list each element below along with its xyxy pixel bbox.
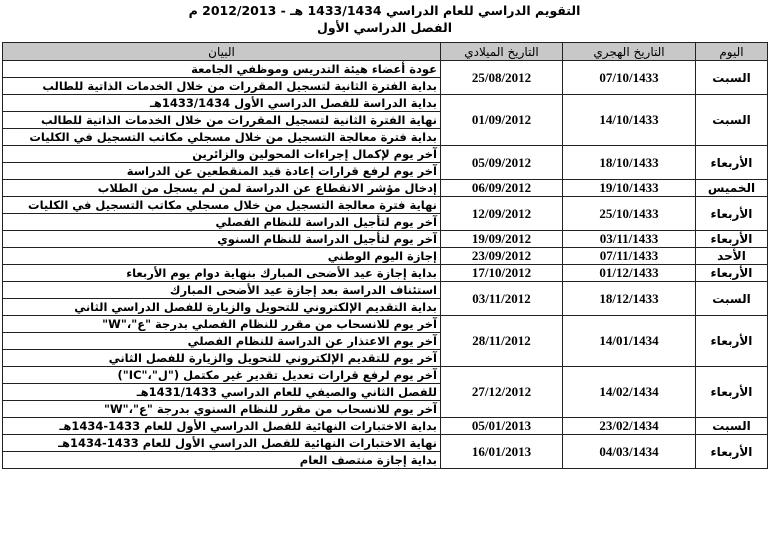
hijri-date-cell: 01/12/1433 <box>563 265 696 282</box>
table-body <box>3 61 768 469</box>
day-cell: الأربعاء <box>696 231 768 248</box>
table-row <box>3 95 768 146</box>
day-cell: السبت <box>696 61 768 95</box>
description-line: آخر يوم للانسحاب من مقرر للنظام الفصلي بدرجة "ع"،"W" <box>102 317 437 331</box>
description-line: نهاية الفترة الثانية لتسجيل المقررات من خلال الخدمات الذاتية للطالب <box>3 111 440 128</box>
description-cell <box>3 367 441 418</box>
description-cell <box>3 248 441 265</box>
header-description: البيان <box>3 43 441 61</box>
gregorian-date-cell: 05/09/2012 <box>441 146 563 180</box>
academic-calendar-table <box>2 42 768 469</box>
description-line: إدخال مؤشر الانقطاع عن الدراسة لمن لم يسجل من الطلاب <box>97 181 437 195</box>
table-row <box>3 265 768 282</box>
table-row <box>3 316 768 367</box>
description-line: استئناف الدراسة بعد إجازة عيد الأضحى المبارك <box>169 283 437 297</box>
gregorian-date-cell: 01/09/2012 <box>441 95 563 146</box>
day-cell: السبت <box>696 282 768 316</box>
table-header-row <box>3 43 768 61</box>
header-hijri-date: التاريخ الهجري <box>563 43 696 61</box>
description-line: بداية فترة معالجة التسجيل من خلال مسجلي مكاتب التسجيل في الكليات <box>3 128 440 145</box>
gregorian-date-cell: 28/11/2012 <box>441 316 563 367</box>
hijri-date-cell: 18/10/1433 <box>563 146 696 180</box>
description-line: بداية إجازة عيد الأضحى المبارك بنهاية دوام يوم الأربعاء <box>126 266 437 280</box>
table-row <box>3 197 768 231</box>
description-line: للفصل الثاني والصيفي للعام الدراسي 1431/1433هـ <box>3 383 440 400</box>
description-line: عودة أعضاء هيئة التدريس وموظفي الجامعة <box>191 62 437 76</box>
description-line: آخر يوم لإكمال إجراءات المحولين والزائرين <box>192 147 437 161</box>
gregorian-date-cell: 23/09/2012 <box>441 248 563 265</box>
table-row <box>3 367 768 418</box>
hijri-date-cell: 14/10/1433 <box>563 95 696 146</box>
page-title: التقويم الدراسي للعام الدراسي 1433/1434 هـ - 2012/2013 م <box>188 3 581 18</box>
gregorian-date-cell: 03/11/2012 <box>441 282 563 316</box>
day-cell: السبت <box>696 95 768 146</box>
hijri-date-cell: 04/03/1434 <box>563 435 696 469</box>
gregorian-date-cell: 12/09/2012 <box>441 197 563 231</box>
description-line: بداية إجازة منتصف العام <box>3 451 440 468</box>
gregorian-date-cell: 27/12/2012 <box>441 367 563 418</box>
hijri-date-cell: 07/10/1433 <box>563 61 696 95</box>
table-row <box>3 418 768 435</box>
day-cell: الأربعاء <box>696 367 768 418</box>
description-cell <box>3 282 441 316</box>
description-line: آخر يوم لرفع قرارات تعديل تقدير غير مكتمل ("ل"،"IC") <box>117 368 437 382</box>
gregorian-date-cell: 19/09/2012 <box>441 231 563 248</box>
description-cell <box>3 146 441 180</box>
table-row <box>3 435 768 469</box>
description-cell <box>3 95 441 146</box>
gregorian-date-cell: 16/01/2013 <box>441 435 563 469</box>
description-line: آخر يوم للانسحاب من مقرر للنظام السنوي بدرجة "ع"،"W" <box>3 400 440 417</box>
gregorian-date-cell: 05/01/2013 <box>441 418 563 435</box>
description-cell <box>3 180 441 197</box>
header-gregorian-date: التاريخ الميلادي <box>441 43 563 61</box>
semester-subtitle: الفصل الدراسي الأول <box>317 20 452 35</box>
description-line: بداية الاختبارات النهائية للفصل الدراسي الأول للعام 1433-1434هـ <box>59 419 437 433</box>
hijri-date-cell: 14/02/1434 <box>563 367 696 418</box>
hijri-date-cell: 03/11/1433 <box>563 231 696 248</box>
hijri-date-cell: 18/12/1433 <box>563 282 696 316</box>
description-cell <box>3 265 441 282</box>
table-row <box>3 231 768 248</box>
table-row <box>3 61 768 95</box>
day-cell: الأربعاء <box>696 197 768 231</box>
description-line: آخر يوم الاعتذار عن الدراسة للنظام الفصلي <box>3 332 440 349</box>
description-cell <box>3 316 441 367</box>
description-line: آخر يوم لتأجيل الدراسة للنظام السنوي <box>217 232 437 246</box>
description-cell <box>3 231 441 248</box>
description-cell <box>3 61 441 95</box>
description-line: بداية الفترة الثانية لتسجيل المقررات من خلال الخدمات الذاتية للطالب <box>3 77 440 94</box>
gregorian-date-cell: 06/09/2012 <box>441 180 563 197</box>
day-cell: الأربعاء <box>696 316 768 367</box>
table-row <box>3 248 768 265</box>
gregorian-date-cell: 17/10/2012 <box>441 265 563 282</box>
description-line: إجازة اليوم الوطني <box>327 249 437 263</box>
description-line: بداية الدراسة للفصل الدراسي الأول 1433/1434هـ <box>149 96 437 110</box>
hijri-date-cell: 25/10/1433 <box>563 197 696 231</box>
description-cell <box>3 197 441 231</box>
table-row <box>3 146 768 180</box>
day-cell: الأربعاء <box>696 435 768 469</box>
description-line: آخر يوم لتأجيل الدراسة للنظام الفصلي <box>3 213 440 230</box>
description-cell <box>3 418 441 435</box>
hijri-date-cell: 07/11/1433 <box>563 248 696 265</box>
table-row <box>3 180 768 197</box>
day-cell: الخميس <box>696 180 768 197</box>
day-cell: السبت <box>696 418 768 435</box>
description-cell <box>3 435 441 469</box>
description-line: آخر يوم للتقديم الإلكتروني للتحويل والزيارة للفصل الثاني <box>3 349 440 366</box>
hijri-date-cell: 19/10/1433 <box>563 180 696 197</box>
description-line: آخر يوم لرفع قرارات إعادة قيد المنقطعين عن الدراسة <box>3 162 440 179</box>
day-cell: الأحد <box>696 248 768 265</box>
table-row <box>3 282 768 316</box>
hijri-date-cell: 14/01/1434 <box>563 316 696 367</box>
description-line: نهاية فترة معالجة التسجيل من خلال مسجلي مكاتب التسجيل في الكليات <box>28 198 437 212</box>
day-cell: الأربعاء <box>696 146 768 180</box>
description-line: نهاية الاختبارات النهائية للفصل الدراسي الأول للعام 1433-1434هـ <box>58 436 437 450</box>
hijri-date-cell: 23/02/1434 <box>563 418 696 435</box>
description-line: بداية التقديم الإلكتروني للتحويل والزيارة للفصل الدراسي الثاني <box>3 298 440 315</box>
day-cell: الأربعاء <box>696 265 768 282</box>
header-day: اليوم <box>696 43 768 61</box>
gregorian-date-cell: 25/08/2012 <box>441 61 563 95</box>
